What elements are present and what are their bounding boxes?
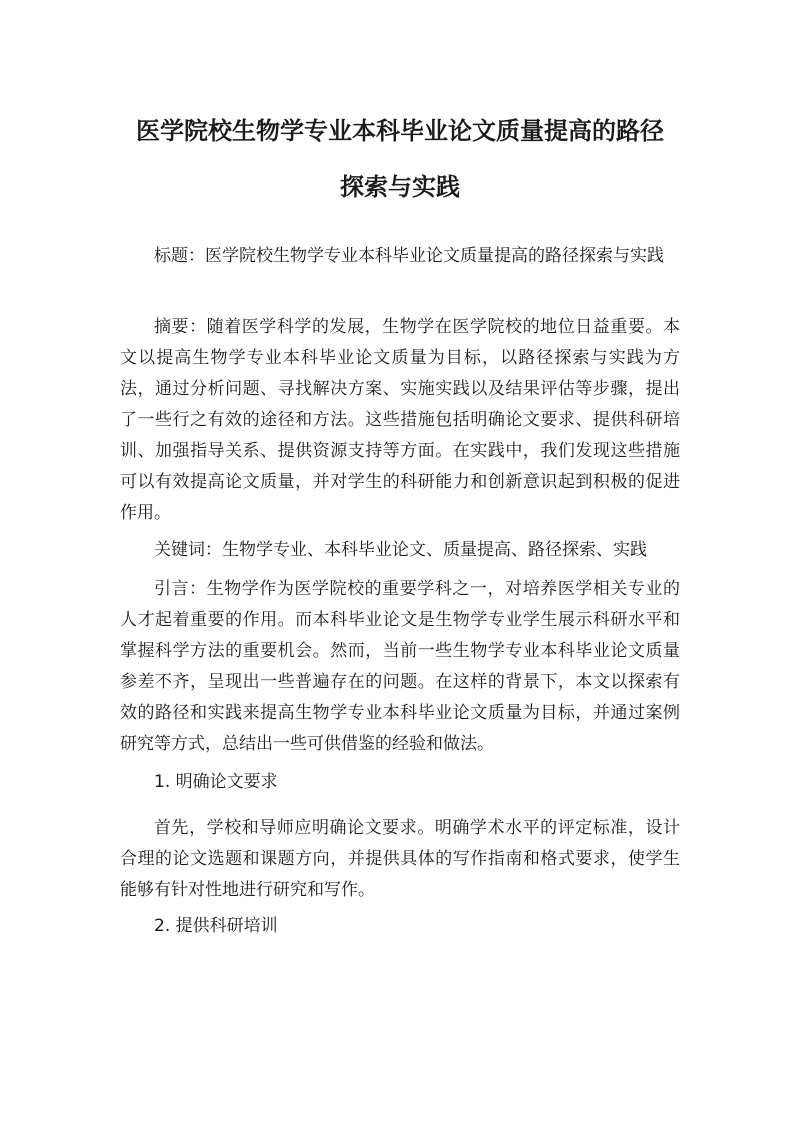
title-paragraph: 标题：医学院校生物学专业本科毕业论文质量提高的路径探索与实践: [154, 246, 664, 266]
document-title-line-1: 医学院校生物学专业本科毕业论文质量提高的路径: [136, 117, 664, 145]
introduction-paragraph: 引言：生物学作为医学院校的重要学科之一，对培养医学相关专业的人才起着重要的作用。而本科毕业论文是生物学专业学生展示科研水平和掌握科学方法的重要机会。然而，当前一些生物学专业本科毕业论文质量参差不齐，呈现出一些普遍存在的问题。在这样的背景下，本文以探索有效的路径和实践来提高生物学专业本科毕业论文质量为目标，并通过案例研究等方式，总结出一些可供借鉴的经验和做法。: [120, 579, 680, 754]
keywords-paragraph: 关键词：生物学专业、本科毕业论文、质量提高、路径探索、实践: [154, 540, 647, 560]
document-title-line-2: 探索与实践: [340, 173, 460, 201]
section-1-heading: 1. 明确论文要求: [154, 772, 278, 792]
section-2-heading: 2. 提供科研培训: [154, 916, 278, 936]
section-1-body: 首先，学校和导师应明确论文要求。明确学术水平的评定标准，设计合理的论文选题和课题方向，并提供具体的写作指南和格式要求，使学生能够有针对性地进行研究和写作。: [120, 818, 680, 900]
abstract-paragraph: 摘要：随着医学科学的发展，生物学在医学院校的地位日益重要。本文以提高生物学专业本科毕业论文质量为目标，以路径探索与实践为方法，通过分析问题、寻找解决方案、实施实践以及结果评估等步骤，提出了一些行之有效的途径和方法。这些措施包括明确论文要求、提供科研培训、加强指导关系、提供资源支持等方面。在实践中，我们发现这些措施可以有效提高论文质量，并对学生的科研能力和创新意识起到积极的促进作用。: [120, 317, 680, 523]
